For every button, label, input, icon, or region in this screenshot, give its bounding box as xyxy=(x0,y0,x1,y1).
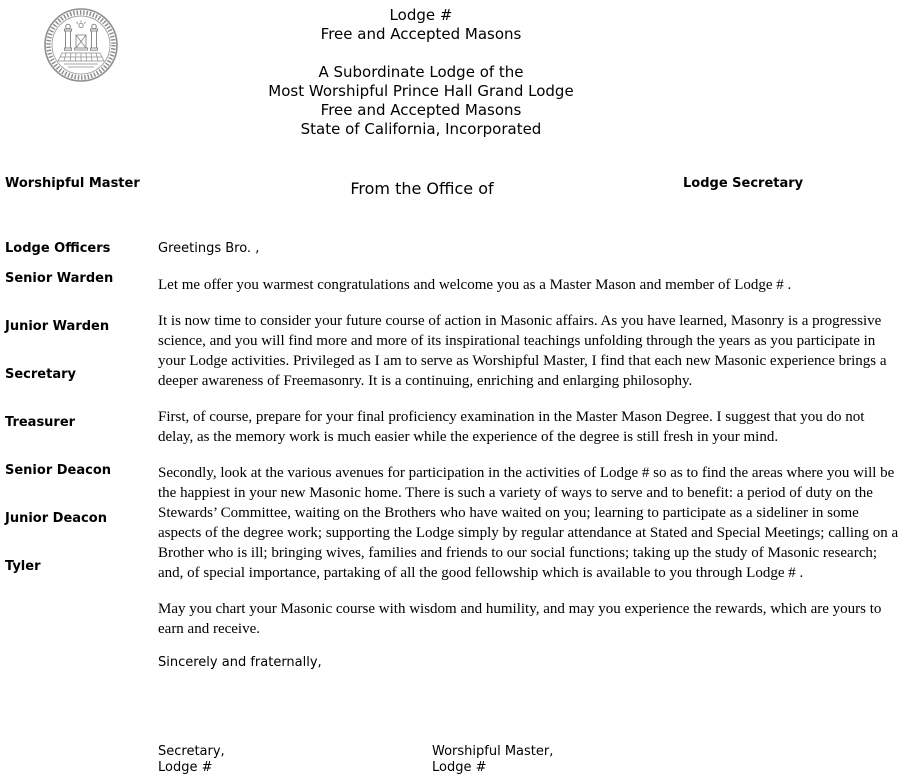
sidebar-item-secretary: Secretary xyxy=(5,367,76,382)
letterhead xyxy=(0,6,842,139)
letterhead-grand-lodge: Most Worshipful Prince Hall Grand Lodge xyxy=(268,82,574,100)
paragraph-future-course: It is now time to consider your future course of action in Masonic affairs. As you have learned, Masonry is a progressive science, and you will find more and more of its inspirational teachings unfolding through the years as you participate in your Lodge activities. Privileged as I am to serve as Worshipful Master, I find that each new Masonic experience brings a deeper awareness of Freemasonry. It is a continuing, enriching and enlarging philosophy. xyxy=(158,313,887,389)
paragraph-proficiency: First, of course, prepare for your final proficiency examination in the Master Mason Degree. I suggest that you do not delay, as the memory work is much easier while the experience of the degree is still fresh in your mind. xyxy=(158,409,865,445)
worshipful-master-signature-title: Worshipful Master, xyxy=(432,744,554,759)
from-the-office-of-heading: From the Office of xyxy=(350,179,494,198)
paragraph-participation: Secondly, look at the various avenues for participation in the activities of Lodge # so as to find the areas where you will be the happiest in your new Masonic home. There is such a variety of ways to serve and to benefit: a period of duty on the Stewards’ Committee, waiting on the Brothers who have waited on you; learning to participate as a sideliner in some aspects of the degree work; supporting the Lodge simply by regular attendance at Stated and Special Meetings; calling on a Brother who is ill; bringing wives, families and friends to our social functions; taking up the study of Masonic research; and, of special importance, partaking of all the good fellowship which is available to you through Lodge # . xyxy=(158,465,899,581)
lodge-secretary-heading: Lodge Secretary xyxy=(683,176,804,191)
sidebar-item-senior-warden: Senior Warden xyxy=(5,271,114,286)
secretary-signature-block xyxy=(158,744,432,776)
closing: Sincerely and fraternally, xyxy=(158,655,322,670)
letterhead-fam: Free and Accepted Masons xyxy=(320,25,522,43)
letterhead-fam-2: Free and Accepted Masons xyxy=(320,101,522,119)
salutation: Greetings Bro. , xyxy=(158,241,260,256)
sidebar-item-treasurer: Treasurer xyxy=(5,415,76,430)
sidebar-item-junior-deacon: Junior Deacon xyxy=(5,511,107,526)
letterhead-state: State of California, Incorporated xyxy=(300,120,542,138)
paragraph-congratulations: Let me offer you warmest congratulations and welcome you as a Master Mason and member of Lodge # . xyxy=(158,277,792,293)
sidebar-item-senior-deacon: Senior Deacon xyxy=(5,463,112,478)
worshipful-master-signature-lodge: Lodge # xyxy=(432,760,487,775)
sidebar-item-tyler: Tyler xyxy=(5,559,41,574)
worshipful-master-heading: Worshipful Master xyxy=(5,176,140,191)
letterhead-subordinate: A Subordinate Lodge of the xyxy=(318,63,524,81)
paragraph-well-wishes: May you chart your Masonic course with wisdom and humility, and may you experience the rewards, which are yours to earn and receive. xyxy=(158,601,882,637)
signature-row xyxy=(158,744,903,776)
secretary-signature-title: Secretary, xyxy=(158,744,225,759)
sidebar-item-junior-warden: Junior Warden xyxy=(5,319,110,334)
letterhead-lodge-number: Lodge # xyxy=(389,6,453,24)
secretary-signature-lodge: Lodge # xyxy=(158,760,213,775)
worshipful-master-signature-block xyxy=(432,744,553,776)
letter-body xyxy=(158,241,903,671)
sidebar-item-lodge-officers: Lodge Officers xyxy=(5,241,111,256)
